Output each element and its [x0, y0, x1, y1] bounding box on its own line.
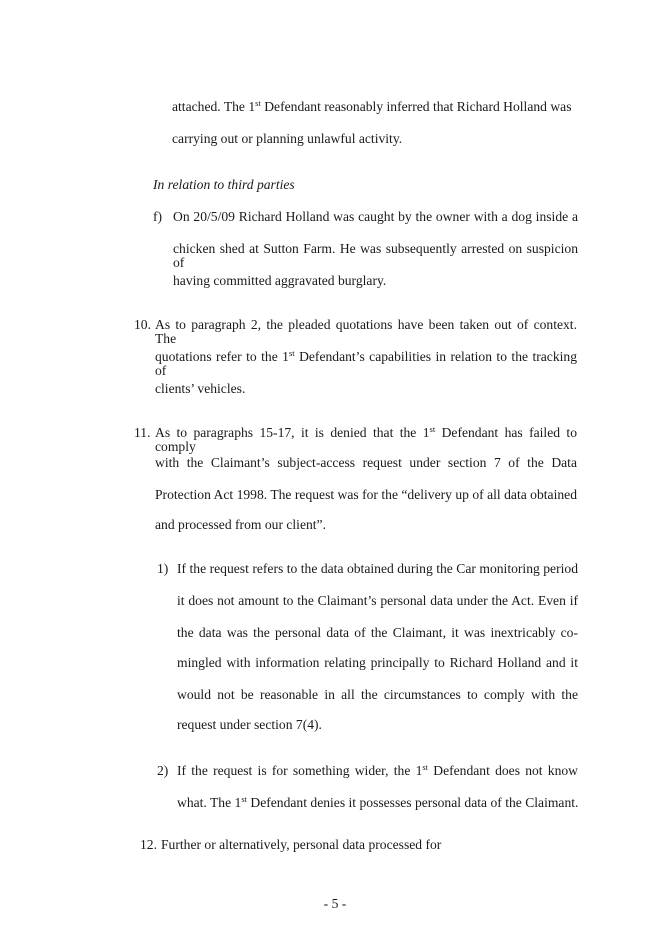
text-segment: Defendant’s capabilities in relation to the tracking of: [155, 349, 577, 378]
page-number: - 5 -: [323, 896, 347, 911]
para-11-1-label: 1): [157, 561, 169, 576]
superscript: st: [241, 794, 247, 804]
text-segment: If the request is for something wider, the 1: [177, 763, 423, 778]
para-11-1-line-3: the data was the personal data of the Claimant, it was inextricably co-: [177, 625, 578, 640]
para-11-1-line-2: it does not amount to the Claimant’s personal data under the Act. Even if: [177, 593, 578, 608]
para-f-line-3: having committed aggravated burglary.: [173, 273, 387, 288]
para-11-line-2: with the Claimant’s subject-access request under section 7 of the Data: [155, 455, 577, 470]
para-11-line-1: [155, 426, 577, 453]
text-segment: As to paragraphs 15-17, it is denied that the 1: [155, 425, 430, 440]
para-11-1-line-6: request under section 7(4).: [177, 717, 322, 732]
para-f-label: f): [153, 209, 163, 224]
para-11-2-line-2: [177, 796, 578, 810]
text-segment: Defendant denies it possesses personal data of the Claimant.: [246, 795, 579, 810]
text-segment: quotations refer to the 1: [155, 349, 289, 364]
superscript: st: [429, 424, 436, 434]
para-10-line-3: clients’ vehicles.: [155, 381, 246, 396]
para-11-number: 11.: [134, 425, 151, 440]
section-heading: In relation to third parties: [153, 177, 295, 192]
para-11-1-line-4: mingled with information relating principally to Richard Holland and it: [177, 655, 578, 670]
para-f-line-1: On 20/5/09 Richard Holland was caught by the owner with a dog inside a: [173, 209, 578, 224]
para-10-line-2: [155, 350, 577, 377]
para-e-line-2: carrying out or planning unlawful activity.: [172, 131, 403, 146]
para-11-1-line-1: If the request refers to the data obtained during the Car monitoring period: [177, 561, 578, 576]
para-12-number: 12.: [140, 837, 157, 852]
para-10-line-1: As to paragraph 2, the pleaded quotations have been taken out of context. The: [155, 317, 577, 346]
para-f-line-2: chicken shed at Sutton Farm. He was subsequently arrested on suspicion of: [173, 241, 578, 270]
para-11-1-line-5: would not be reasonable in all the circumstances to comply with the: [177, 687, 578, 702]
para-11-2-label: 2): [157, 763, 169, 778]
superscript: st: [288, 348, 295, 358]
para-e-line-1: [172, 100, 572, 114]
text-segment: what. The 1: [177, 795, 242, 810]
para-12-line-1: Further or alternatively, personal data processed for: [161, 837, 442, 852]
text-segment: Defendant has failed to comply: [155, 425, 577, 454]
para-10-number: 10.: [134, 317, 151, 332]
superscript: st: [422, 762, 429, 772]
superscript: st: [255, 98, 261, 108]
text-segment: attached. The 1: [172, 99, 256, 114]
para-11-line-3: Protection Act 1998. The request was for the “delivery up of all data obtained: [155, 487, 577, 502]
text-segment: Defendant reasonably inferred that Richard Holland was: [260, 99, 572, 114]
text-segment: Defendant does not know: [428, 763, 578, 778]
para-11-2-line-1: [177, 764, 578, 778]
para-11-line-4: and processed from our client”.: [155, 517, 326, 532]
